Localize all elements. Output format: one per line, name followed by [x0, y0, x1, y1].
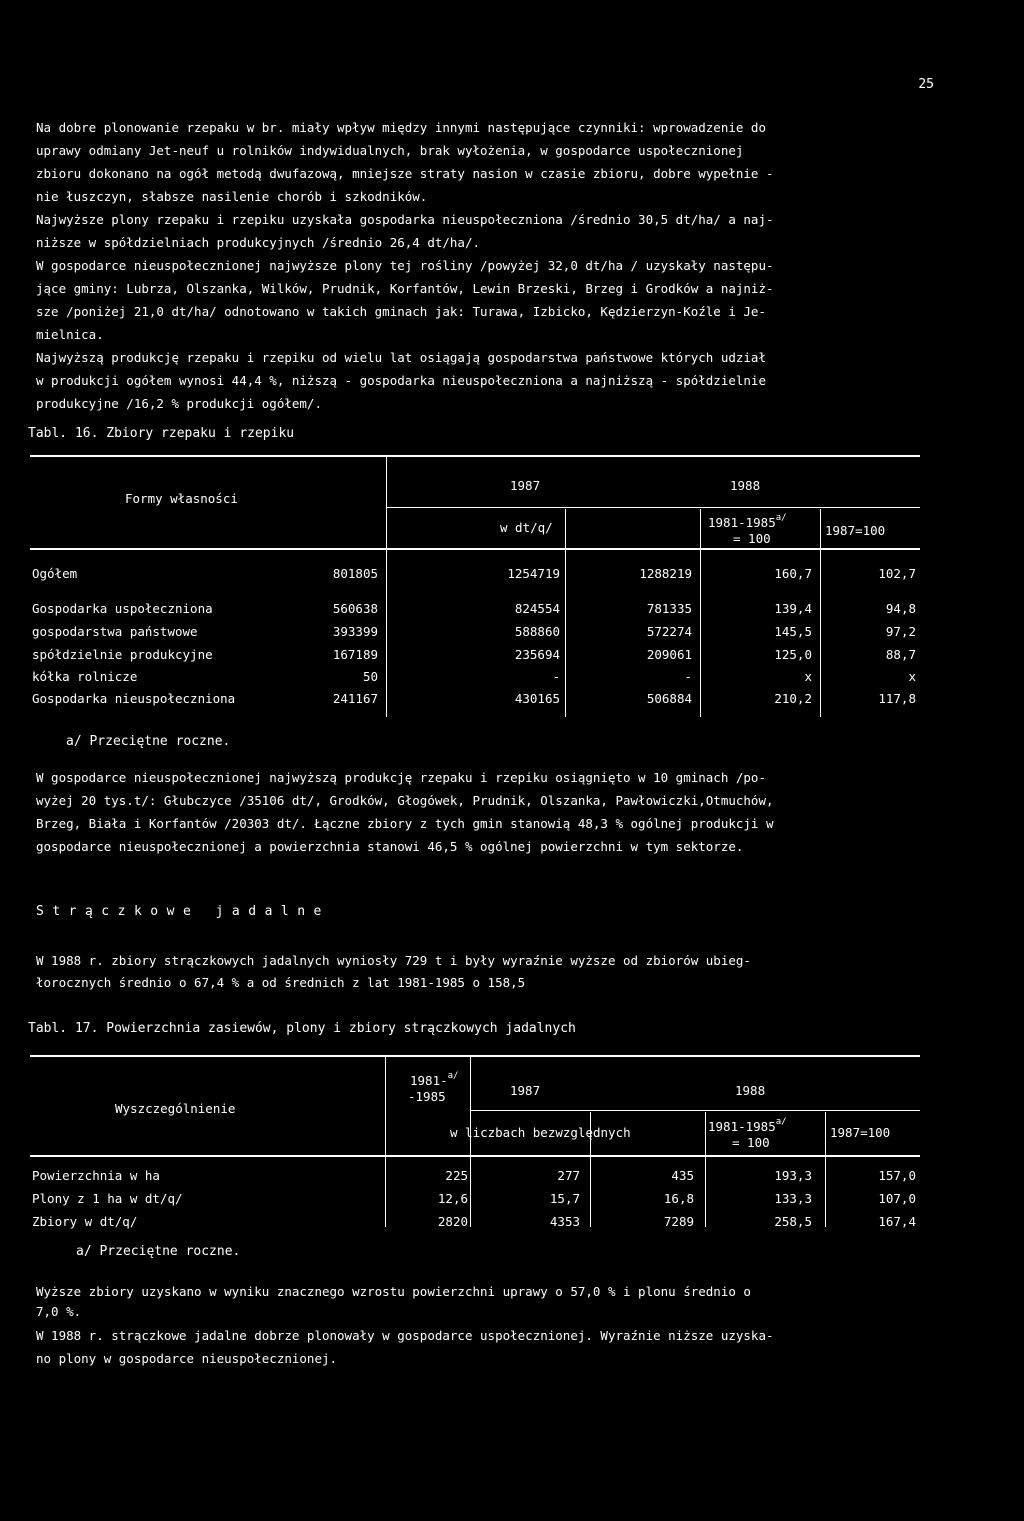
text-line: niższe w spółdzielniach produkcyjnych /średnio 26,4 dt/ha/.	[36, 237, 481, 250]
text-line: wyżej 20 tys.t/: Głubczyce /35106 dt/, Grodków, Głogówek, Prudnik, Olszanka, Pawłowiczki,Otmuchów,	[36, 795, 774, 808]
table-cell: 258,5	[774, 1214, 812, 1229]
table-cell: 15,7	[549, 1191, 580, 1206]
text-line: sze /poniżej 21,0 dt/ha/ odnotowano w takich gminach jak: Turawa, Izbicko, Kędzierzyn-Koźle i Je-	[36, 306, 766, 319]
col-header-1988: 1988	[735, 1083, 766, 1098]
col-header-1981-1985: $1981-1985^{a/}$	[708, 1117, 787, 1134]
table-cell: 125,0	[774, 647, 812, 662]
table-cell: 193,3	[774, 1168, 812, 1183]
table-cell: 4353	[549, 1214, 580, 1229]
table-cell: 572274	[646, 624, 692, 639]
table-cell: 167189	[332, 647, 378, 662]
col-header-unit: w liczbach bezwzględnych	[450, 1125, 631, 1140]
table-cell: 210,2	[774, 691, 812, 706]
table-17-title: Tabl. 17. Powierzchnia zasiewów, plony i zbiory strączkowych jadalnych	[28, 1021, 576, 1036]
row-label: spółdzielnie produkcyjne	[32, 647, 213, 662]
table-cell: x	[804, 669, 812, 684]
table-cell: 160,7	[774, 566, 812, 581]
table-cell: x	[908, 669, 916, 684]
table-cell: 2820	[437, 1214, 468, 1229]
table-cell: 277	[557, 1168, 580, 1183]
text-line: Na dobre plonowanie rzepaku w br. miały wpływ między innymi następujące czynniki: wprowadzenie do	[36, 122, 766, 135]
table-cell: 133,3	[774, 1191, 812, 1206]
row-label: Plony z 1 ha w dt/q/	[32, 1191, 183, 1206]
text-line: w produkcji ogółem wynosi 44,4 %, niższą - gospodarka nieuspołeczniona a najniższą - spółdzielnie	[36, 375, 766, 388]
text-line: łorocznych średnio o 67,4 % a od średnich z lat 1981-1985 o 158,5	[36, 977, 526, 990]
text-line: uprawy odmiany Jet-neuf u rolników indywidualnych, brak wyłożenia, w gospodarce uspołecznionej	[36, 145, 744, 158]
section-heading: Strączkowe jadalne	[36, 904, 330, 919]
col-header-1981: 1981-$^{a/}$	[410, 1071, 459, 1088]
table-17	[30, 1055, 920, 1235]
table-cell: 157,0	[878, 1168, 916, 1183]
text-line: mielnica.	[36, 329, 104, 342]
table-cell: 50	[362, 669, 378, 684]
table-cell: 430165	[514, 691, 560, 706]
row-label: Gospodarka uspołeczniona	[32, 601, 213, 616]
col-header-1988: 1988	[730, 478, 761, 493]
table-cell: 139,4	[774, 601, 812, 616]
table-cell: 393399	[332, 624, 378, 639]
text-line: produkcyjne /16,2 % produkcji ogółem/.	[36, 398, 322, 411]
text-line: Najwyższe plony rzepaku i rzepiku uzyskała gospodarka nieuspołeczniona /średnio 30,5 dt/ha/ a naj-	[36, 214, 774, 227]
col-header-1985: -1985	[408, 1089, 446, 1104]
text-line: Najwyższą produkcję rzepaku i rzepiku od wielu lat osiągają gospodarstwa państwowe których udział	[36, 352, 766, 365]
table-cell: 145,5	[774, 624, 812, 639]
table-cell: 560638	[332, 601, 378, 616]
table-cell: -	[684, 669, 692, 684]
text-line: 7,0 %.	[36, 1306, 82, 1319]
table-cell: 88,7	[885, 647, 916, 662]
table-cell: 824554	[514, 601, 560, 616]
text-line: zbioru dokonano na ogół metodą dwufazową, mniejsze straty nasion w czasie zbioru, dobre wypełnie -	[36, 168, 774, 181]
text-line: W 1988 r. strączkowe jadalne dobrze plonowały w gospodarce uspołecznionej. Wyraźnie niższe uzyska-	[36, 1330, 774, 1343]
table-16-title: Tabl. 16. Zbiory rzepaku i rzepiku	[28, 426, 295, 441]
table-cell: 235694	[514, 647, 560, 662]
col-header-spec: Wyszczególnienie	[115, 1101, 236, 1116]
table-cell: 506884	[646, 691, 692, 706]
text-line: gospodarce nieuspołecznionej a powierzchnia stanowi 46,5 % ogólnej powierzchni w tym sektorze.	[36, 841, 744, 854]
table-cell: 225	[445, 1168, 468, 1183]
col-header-1987: 1987	[510, 1083, 541, 1098]
table-cell: 97,2	[885, 624, 916, 639]
text-line: Brzeg, Biała i Korfantów /20303 dt/. Łączne zbiory z tych gmin stanowią 48,3 % ogólnej produkcji w	[36, 818, 774, 831]
table-cell: 102,7	[878, 566, 916, 581]
table-cell: 209061	[646, 647, 692, 662]
table-cell: 1288219	[639, 566, 692, 581]
table-16	[30, 455, 920, 735]
table-cell: 117,8	[878, 691, 916, 706]
table-cell: 588860	[514, 624, 560, 639]
table-cell: 241167	[332, 691, 378, 706]
text-line: no plony w gospodarce nieuspołecznionej.	[36, 1353, 338, 1366]
table-17-note: a/ Przeciętne roczne.	[76, 1244, 241, 1259]
row-label: gospodarstwa państwowe	[32, 624, 198, 639]
text-line: W gospodarce nieuspołecznionej najwyższe plony tej rośliny /powyżej 32,0 dt/ha / uzyskały następu-	[36, 260, 774, 273]
table-cell: 94,8	[885, 601, 916, 616]
table-cell: 801805	[332, 566, 378, 581]
row-label: Gospodarka nieuspołeczniona	[32, 691, 236, 706]
row-label: kółka rolnicze	[32, 669, 138, 684]
table-16-note: a/ Przeciętne roczne.	[66, 734, 231, 749]
col-header-eq100: = 100	[732, 1135, 770, 1150]
table-cell: 7289	[663, 1214, 694, 1229]
col-header-1987-100: 1987=100	[830, 1125, 891, 1140]
col-header-forms: Formy własności	[125, 491, 238, 506]
text-line: nie łuszczyn, słabsze nasilenie chorób i szkodników.	[36, 191, 428, 204]
page-number: 25	[918, 77, 934, 92]
col-header-eq100: = 100	[733, 531, 771, 546]
row-label: Zbiory w dt/q/	[32, 1214, 138, 1229]
text-line: W gospodarce nieuspołecznionej najwyższą produkcję rzepaku i rzepiku osiągnięto w 10 gminach /po-	[36, 772, 766, 785]
row-label: Powierzchnia w ha	[32, 1168, 160, 1183]
table-cell: 1254719	[507, 566, 560, 581]
col-header-unit: w dt/q/	[500, 520, 553, 535]
table-cell: 16,8	[663, 1191, 694, 1206]
col-header-1987-100: 1987=100	[825, 523, 886, 538]
table-cell: 435	[671, 1168, 694, 1183]
table-cell: 107,0	[878, 1191, 916, 1206]
table-cell: 781335	[646, 601, 692, 616]
table-cell: 167,4	[878, 1214, 916, 1229]
col-header-1987: 1987	[510, 478, 541, 493]
col-header-1981-1985: $1981-1985^{a/}$	[708, 513, 787, 530]
text-line: Wyższe zbiory uzyskano w wyniku znacznego wzrostu powierzchni uprawy o 57,0 % i plonu średnio o	[36, 1286, 751, 1299]
table-cell: -	[552, 669, 560, 684]
text-line: jące gminy: Lubrza, Olszanka, Wilków, Prudnik, Korfantów, Lewin Brzeski, Brzeg i Grodków a najniż-	[36, 283, 774, 296]
table-cell: 12,6	[437, 1191, 468, 1206]
row-label: Ogółem	[32, 566, 78, 581]
text-line: W 1988 r. zbiory strączkowych jadalnych wyniosły 729 t i były wyraźnie wyższe od zbiorów ubieg-	[36, 955, 751, 968]
